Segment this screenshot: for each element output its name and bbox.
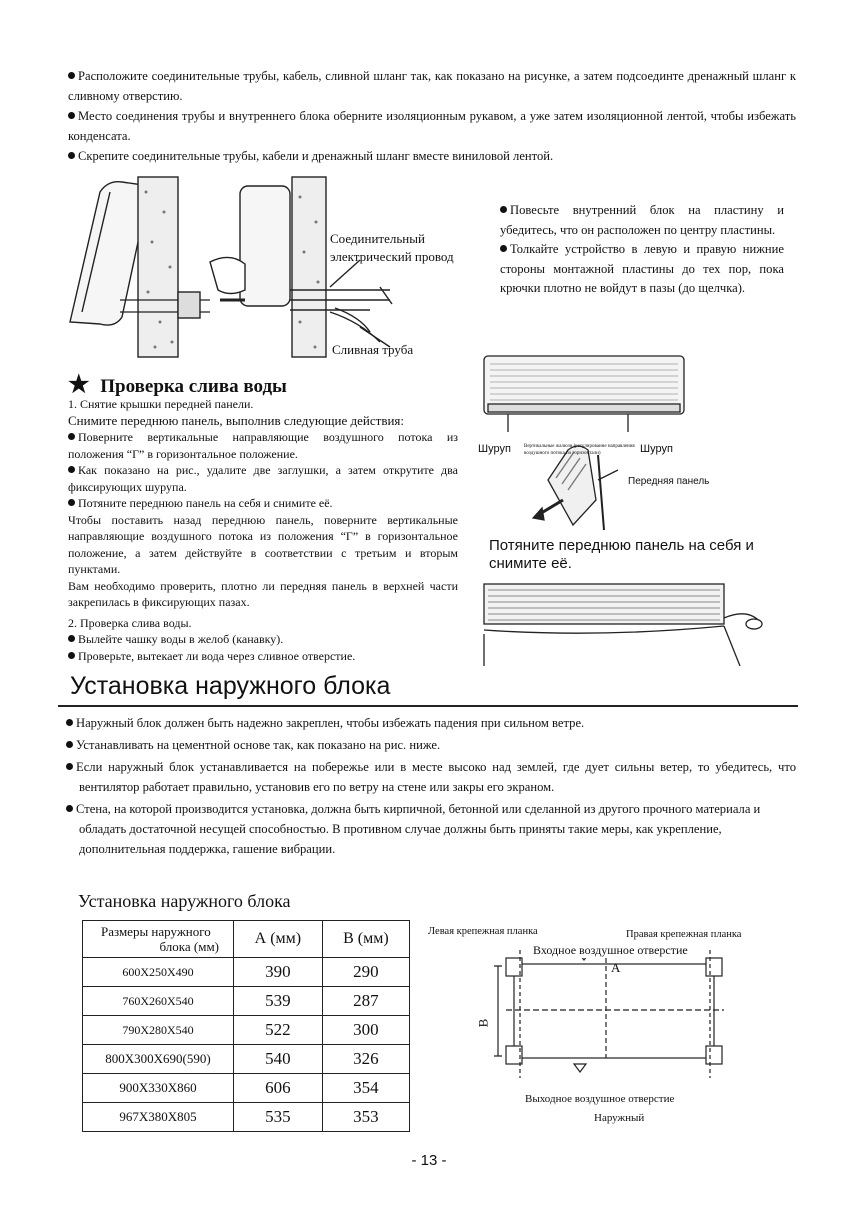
table-header-a: А (мм) — [234, 921, 323, 958]
front-panel-caption: Потяните переднюю панель на себя и снимите её. — [489, 537, 754, 572]
outlet-label: Выходное воздушное отверстие — [525, 1093, 675, 1105]
drain-check: Вам необходимо проверить, плотно ли передняя панель в верхней части закрепилась в фиксирующих пазах. — [68, 578, 458, 609]
table-row: 800X300X690(590) 540 326 — [83, 1045, 410, 1074]
table-row: 967X380X805 535 353 — [83, 1103, 410, 1132]
drain-bullet: Вылейте чашку воды в желоб (канавку). — [68, 631, 458, 648]
left-bracket-label: Левая крепежная планка — [428, 926, 538, 937]
label-b: B — [475, 1018, 491, 1028]
bullet-icon — [66, 719, 73, 726]
table-row: 760X260X540 539 287 — [83, 987, 410, 1016]
intro-item: Расположите соединительные трубы, кабель, сливной шланг так, как показано на рисунке, а затем подсоединте дренажный шланг к сливному отверстию. — [68, 69, 796, 103]
table-row: 600X250X490 390 290 — [83, 958, 410, 987]
drain-step1: 1. Снятие крышки передней панели. — [68, 397, 254, 411]
bullet-icon — [68, 499, 75, 506]
drain-bullet: Проверьте, вытекает ли вода через сливное отверстие. — [68, 648, 458, 665]
table-row: 900X330X860 606 354 — [83, 1074, 410, 1103]
bullet-icon — [500, 206, 507, 213]
bullet-icon — [500, 245, 507, 252]
hang-step: Повесьте внутренний блок на пластину и убедитесь, что он расположен по центру пластины. — [500, 203, 784, 237]
bullet-icon — [66, 741, 73, 748]
intro-item: Место соединения трубы и внутреннего блока оберните изоляционным рукавом, а уже затем изоляционной лентой, чтобы избежать конденсата. — [68, 109, 796, 143]
bullet-icon — [68, 433, 75, 440]
bullet-icon — [66, 763, 73, 770]
outdoor-list — [66, 713, 796, 859]
louver-note: Вертикальные жалюзи (регулирование направления воздушного потока по горизонтали) — [524, 444, 635, 456]
drain-section — [68, 396, 458, 664]
label-a: A — [611, 960, 621, 975]
hang-step: Толкайте устройство в левую и правую нижние стороны монтажной пластины до тех пор, пока крючки плотно не войдут в пазы (до щелчка). — [500, 242, 784, 295]
bullet-icon — [68, 652, 75, 659]
dimensions-table — [82, 920, 410, 1132]
outdoor-unit-label: Наружный — [594, 1112, 645, 1124]
wire-label: Соединительный электрический провод — [330, 231, 454, 264]
inlet-label: Входное воздушное отверстие — [533, 943, 688, 957]
drain-bullet: Поверните вертикальные направляющие воздушного потока из положения “Г” в горизонтальное положение. — [68, 430, 458, 461]
bullet-icon — [66, 805, 73, 812]
screw-left-label: Шуруп — [478, 443, 511, 455]
page-number: - 13 - — [411, 1152, 447, 1169]
intro-item: Скрепите соединительные трубы, кабели и дренажный шланг вместе виниловой лентой. — [68, 146, 796, 166]
outdoor-item: Стена, на которой производится установка, должна быть кирпичной, бетонной или сделанной из другого прочного материала и обладать достаточной несущей способностью. В противном случае должны быть приняты такие меры, как укрепление, дополнительная поддержка, гашение вибрации. — [66, 799, 769, 859]
outdoor-heading: Установка наружного блока — [70, 672, 391, 700]
outdoor-subheading: Установка наружного блока — [78, 891, 291, 911]
bullet-icon — [68, 152, 75, 159]
drain-step2: 2. Проверка слива воды. — [68, 615, 192, 630]
hang-steps — [500, 201, 784, 299]
drain-bullet: Как показано на рис., удалите две заглушки, а затем открутите два фиксирующих шурупа. — [68, 463, 458, 494]
star-icon: ★ — [68, 372, 90, 398]
table-row: 790X280X540 522 300 — [83, 1016, 410, 1045]
bullet-icon — [68, 466, 75, 473]
drain-title-row — [68, 370, 287, 399]
bullet-icon — [68, 635, 75, 642]
table-header-b: В (мм) — [322, 921, 409, 958]
drain-check-illustration — [478, 578, 778, 670]
right-bracket-label: Правая крепежная планка — [626, 929, 742, 940]
outdoor-item: Наружный блок должен быть надежно закреплен, чтобы избежать падения при сильном ветре. — [66, 713, 796, 733]
outdoor-mount-diagram — [476, 938, 736, 1088]
table-header-size: Размеры наружного блока (мм) — [83, 921, 234, 958]
intro-list — [68, 66, 796, 166]
outdoor-item: Если наружный блок устанавливается на побережье или в месте высоко над землей, где дует сильны ветер, то убедитесь, что вентилятор работает правильно, установив его по ветру на стене или закры его экраном. — [66, 757, 796, 797]
pipe-label: Сливная труба — [332, 342, 414, 357]
drain-intro: Снимите переднюю панель, выполнив следующие действия: — [68, 412, 405, 428]
bullet-icon — [68, 72, 75, 79]
drain-title: Проверка слива воды — [100, 376, 287, 397]
piping-illustration — [60, 172, 480, 362]
table-header-row — [83, 921, 410, 958]
outdoor-item: Устанавливать на цементной основе так, как показано на рис. ниже. — [66, 735, 796, 755]
drain-bullet: Потяните переднюю панель на себя и снимите её. — [68, 495, 458, 512]
front-panel-label: Передняя панель — [628, 476, 710, 487]
screw-right-label: Шуруп — [640, 443, 673, 455]
heading-rule — [58, 705, 798, 707]
drain-reattach: Чтобы поставить назад переднюю панель, поверните вертикальные направляющие воздушного потока из положения “Г” в горизонтальное положение, а затем действуйте в соответствии с третьим и вторым пунктами. — [68, 512, 458, 576]
bullet-icon — [68, 112, 75, 119]
